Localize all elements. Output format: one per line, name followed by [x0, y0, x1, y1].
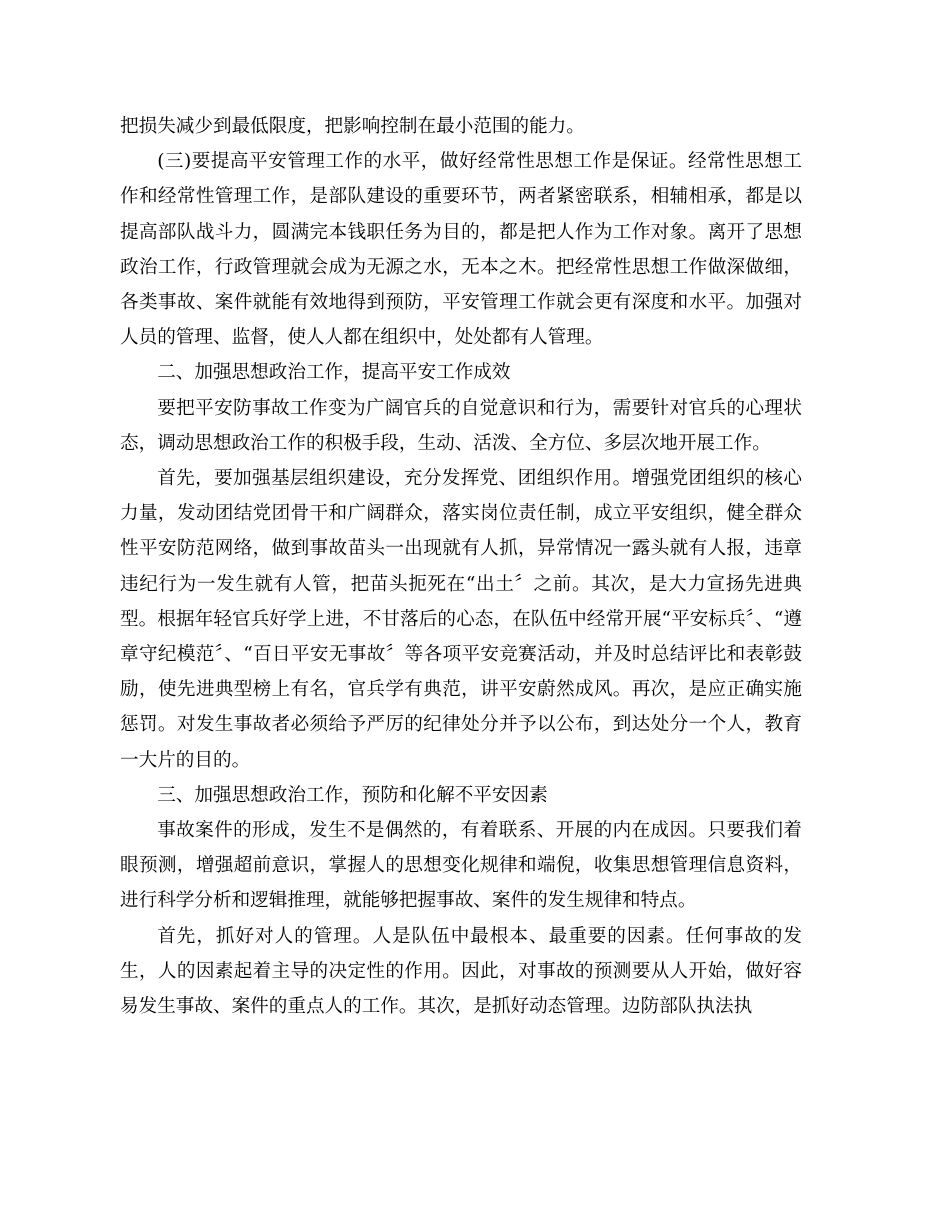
- document-body: [120, 109, 802, 1024]
- paragraph-section-two-measures: 首先，要加强基层组织建设，充分发挥党、团组织作用。增强党团组织的核心力量，发动团结党团骨干和广阔群众，落实岗位责任制，成立平安组织，健全群众性平安防范网络，做到事故苗头一出现就有人抓，异常情况一露头就有人报，违章违纪行为一发生就有人管，把苗头扼死在“出土〞之前。其次，是大力宣扬先进典型。根据年轻官兵好学上进，不甘落后的心态，在队伍中经常开展“平安标兵〞、“遵章守纪模范〞、“百日平安无事故〞等各项平安竞赛活动，并及时总结评比和表彰鼓励，使先进典型榜上有名，官兵学有典范，讲平安蔚然成风。再次，是应正确实施惩罚。对发生事故者必须给予严厉的纪律处分并予以公布，到达处分一个人，教育一大片的目的。: [120, 468, 802, 771]
- paragraph-continuation: 把损失减少到最低限度，把影响控制在最小范围的能力。: [120, 116, 585, 137]
- paragraph-section-three-point: (三)要提高平安管理工作的水平，做好经常性思想工作是保证。经常性思想工作和经常性管理工作，是部队建设的重要环节，两者紧密联系，相辅相承，都是以提高部队战斗力，圆满完本钱职任务为目的，都是把人作为工作对象。离开了思想政治工作，行政管理就会成为无源之水，无本之木。把经常性思想工作做深做细，各类事故、案件就能有效地得到预防，平安管理工作就会更有深度和水平。加强对人员的管理、监督，使人人都在组织中，处处都有人管理。: [120, 151, 802, 349]
- paragraph-section-three-intro: 事故案件的形成，发生不是偶然的，有着联系、开展的内在成因。只要我们着眼预测，增强超前意识，掌握人的思想变化规律和端倪，收集思想管理信息资料，进行科学分析和逻辑推理，就能够把握事故、案件的发生规律和特点。: [120, 820, 802, 912]
- heading-section-two: 二、加强思想政治工作，提高平安工作成效: [157, 362, 511, 384]
- heading-section-three: 三、加强思想政治工作，预防和化解不平安因素: [157, 784, 548, 806]
- paragraph-section-two-intro: 要把平安防事故工作变为广阔官兵的自觉意识和行为，需要针对官兵的心理状态，调动思想政治工作的积极手段，生动、活泼、全方位、多层次地开展工作。: [120, 397, 802, 454]
- paragraph-section-three-measures: 首先，抓好对人的管理。人是队伍中最根本、最重要的因素。任何事故的发生，人的因素起着主导的决定性的作用。因此，对事故的预测要从人开始，做好容易发生事故、案件的重点人的工作。其次，是抓好动态管理。边防部队执法执: [120, 925, 802, 1018]
